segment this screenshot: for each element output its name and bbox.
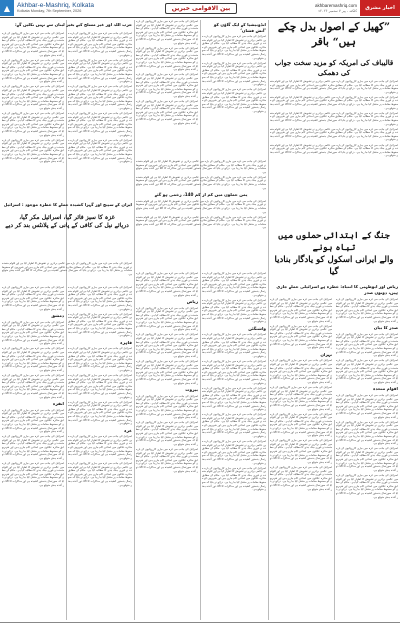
column-divider: [334, 420, 335, 620]
paper-title: Akhbar-e-Mashriq, Kolkata: [17, 2, 94, 9]
article-text: اسرائیل کی جانب سے غزہ میں جاری کارروائیوں کے بارے میں عالمی برادری نے تشویش کا اظہار کیا ہے اور اقوام متحدہ نے فوری جنگ بندی کا مطالبہ کیا ہے۔ حکام کے مطابق متاثرہ علاقوں میں امدادی کام جاری ہیں اور شہریوں کو محفوظ مقامات پر منتقل کیا جا رہا ہے۔ ذرائع نے بتایا کہ صورتحال بدستور کشیدہ ہے اور مذاکرات کا اگلا دور آئندہ ہفتے متوقع ہے۔: [136, 394, 198, 420]
article-text: اسرائیل کی جانب سے غزہ میں جاری کارروائیوں کے بارے میں عالمی برادری نے تشویش کا اظہار کیا ہے اور اقوام متحدہ نے فوری جنگ بندی کا مطالبہ کیا ہے۔ حکام کے مطابق متاثرہ علاقوں میں امدادی کام جاری ہیں اور شہریوں کو محفوظ مقامات پر منتقل کیا جا رہا ہے۔ ذرائع نے بتایا کہ صورتحال بدستور کشیدہ ہے اور مذاکرات کا اگلا دور آئندہ ہفتے متوقع ہے۔: [2, 138, 64, 164]
subhead: بیروت: [185, 387, 198, 393]
column-divider: [134, 20, 135, 620]
masthead-right: [270, 0, 400, 16]
article-text: اسرائیل کی جانب سے غزہ میں جاری کارروائیوں کے بارے میں عالمی برادری نے تشویش کا اظہار کیا ہے اور اقوام متحدہ نے فوری جنگ بندی کا مطالبہ کیا ہے۔ حکام کے مطابق متاثرہ علاقوں میں امدادی کام جاری ہیں اور شہریوں کو محفوظ مقامات پر منتقل کیا جا رہا ہے۔ ذرائع نے بتایا کہ صورتحال بدستور کشیدہ ہے اور مذاکرات کا اگلا دور آئندہ ہفتے متوقع ہے۔: [270, 127, 398, 142]
story3-box: [270, 282, 398, 296]
article-text: اسرائیل کی جانب سے غزہ میں جاری کارروائیوں کے بارے میں عالمی برادری نے تشویش کا اظہار کیا ہے اور اقوام متحدہ نے فوری جنگ بندی کا مطالبہ کیا ہے۔ حکام کے مطابق متاثرہ علاقوں میں امدادی کام جاری ہیں اور شہریوں کو محفوظ مقامات پر منتقل کیا جا رہا ہے۔ ذرائع نے بتایا کہ صورتحال بدستور کشیدہ ہے اور مذاکرات کا اگلا دور آئندہ ہفتے متوقع ہے۔: [336, 447, 398, 472]
article-text: اسرائیل کی جانب سے غزہ میں جاری کارروائیوں کے بارے میں عالمی برادری نے تشویش کا اظہار کیا ہے اور اقوام متحدہ نے فوری جنگ بندی کا مطالبہ کیا ہے۔ حکام کے مطابق متاثرہ علاقوں میں امدادی کام جاری ہیں اور شہریوں کو محفوظ مقامات پر منتقل کیا جا رہا ہے۔ ذرائع نے بتایا کہ صورتحال بدستور کشیدہ ہے اور مذاکرات کا اگلا دور آئندہ ہفتے متوقع ہے۔: [2, 320, 64, 346]
article-text: اسرائیل کی جانب سے غزہ میں جاری کارروائیوں کے بارے میں عالمی برادری نے تشویش کا اظہار کیا ہے اور اقوام متحدہ نے فوری جنگ بندی کا مطالبہ کیا ہے۔ حکام کے مطابق متاثرہ علاقوں میں امدادی کام جاری ہیں اور شہریوں کو محفوظ مقامات پر منتقل کیا جا رہا ہے۔ ذرائع نے بتایا کہ صورتحال بدستور کشیدہ ہے اور مذاکرات کا اگلا دور آئندہ ہفتے متوقع ہے۔: [2, 435, 64, 460]
subhead: واشنگٹن: [248, 325, 266, 331]
article-text: اسرائیل کی جانب سے غزہ میں جاری کارروائیوں کے بارے میں عالمی برادری نے تشویش کا اظہار کیا ہے اور اقوام متحدہ نے فوری جنگ بندی کا مطالبہ کیا ہے۔ حکام کے مطابق متاثرہ علاقوں میں امدادی کام جاری ہیں اور شہریوں کو محفوظ مقامات پر منتقل کیا جا رہا ہے۔ ذرائع نے بتایا کہ صورتحال بدستور کشیدہ ہے اور مذاکرات کا اگلا دور آئندہ ہفتے متوقع ہے۔: [336, 420, 398, 446]
article-text: اسرائیل کی جانب سے غزہ میں جاری کارروائیوں کے بارے میں عالمی برادری نے تشویش کا اظہار کیا ہے اور اقوام متحدہ نے فوری جنگ بندی کا مطالبہ کیا ہے۔ حکام کے مطابق متاثرہ علاقوں میں امدادی کام جاری ہیں اور شہریوں کو محفوظ مقامات پر منتقل کیا جا رہا ہے۔ ذرائع نے بتایا کہ صورتحال بدستور کشیدہ ہے اور مذاکرات کا اگلا دور آئندہ ہفتے متوقع ہے۔: [136, 20, 198, 45]
subhead: تہران: [320, 351, 332, 357]
article-text: اسرائیل کی جانب سے غزہ میں جاری کارروائیوں کے بارے میں عالمی برادری نے تشویش کا اظہار کیا ہے اور اقوام متحدہ نے فوری جنگ بندی کا مطالبہ کیا ہے۔ حکام کے مطابق متاثرہ علاقوں میں امدادی کام جاری ہیں اور شہریوں کو محفوظ مقامات پر منتقل کیا جا رہا ہے۔ ذرائع نے بتایا کہ صورتحال بدستور کشیدہ ہے اور مذاکرات کا اگلا دور آئندہ ہفتے متوقع ہے۔: [136, 306, 198, 332]
article-text: اسرائیل کی جانب سے غزہ میں جاری کارروائیوں کے بارے میں عالمی برادری نے تشویش کا اظہار کیا ہے اور اقوام متحدہ نے فوری جنگ بندی کا مطالبہ کیا ہے۔ حکام کے مطابق متاثرہ علاقوں میں امدادی کام جاری ہیں اور شہریوں کو محفوظ مقامات پر منتقل کیا جا رہا ہے۔ ذرائع نے بتایا کہ صورتحال بدستور کشیدہ ہے اور مذاکرات کا اگلا دور آئندہ ہفتے متوقع ہے۔: [202, 386, 266, 412]
column-divider: [66, 20, 67, 620]
article-text: اسرائیل کی جانب سے غزہ میں جاری کارروائیوں کے بارے میں عالمی برادری نے تشویش کا اظہار کیا ہے اور اقوام متحدہ نے فوری جنگ بندی کا مطالبہ کیا ہے۔ حکام کے مطابق متاثرہ علاقوں میں امدادی کام جاری ہیں اور شہریوں کو محفوظ مقامات پر منتقل کیا جا رہا ہے۔ ذرائع نے بتایا کہ صورتحال بدستور کشیدہ ہے اور مذاکرات کا اگلا دور آئندہ ہفتے متوقع ہے۔: [202, 35, 266, 60]
article-text: اسرائیل کی جانب سے غزہ میں جاری کارروائیوں کے بارے میں عالمی برادری نے تشویش کا اظہار کیا ہے اور اقوام متحدہ نے فوری جنگ بندی کا مطالبہ کیا ہے۔ حکام کے مطابق متاثرہ علاقوں میں امدادی کام جاری ہیں اور شہریوں کو محفوظ مقامات پر منتقل کیا جا رہا ہے۔ ذرائع نے بتایا کہ صورتحال بدستور کشیدہ ہے اور مذاکرات کا اگلا دور آئندہ ہفتے متوقع ہے۔: [68, 435, 132, 460]
lead-headline-line-1: ”کھیل کے اصول بدل چکے ہیں“ باقر: [277, 21, 391, 48]
story7-headline-block: [2, 214, 132, 260]
article-text: اسرائیل کی جانب سے غزہ میں جاری کارروائیوں کے بارے میں عالمی برادری نے تشویش کا اظہار کیا ہے اور اقوام متحدہ نے فوری جنگ بندی کا مطالبہ کیا ہے۔ حکام کے مطابق متاثرہ علاقوں میں امدادی کام جاری ہیں اور شہریوں کو محفوظ مقامات پر منتقل کیا جا رہا ہے۔ ذرائع نے بتایا کہ صورتحال بدستور کشیدہ ہے اور مذاکرات کا اگلا دور آئندہ ہفتے متوقع ہے۔: [68, 85, 132, 110]
article-text: اسرائیل کی جانب سے غزہ میں جاری کارروائیوں کے بارے میں عالمی برادری نے تشویش کا اظہار کیا ہے اور اقوام متحدہ نے فوری جنگ بندی کا مطالبہ کیا ہے۔ حکام کے مطابق متاثرہ علاقوں میں امدادی کام جاری ہیں اور شہریوں کو محفوظ مقامات پر منتقل کیا جا رہا ہے۔ ذرائع نے بتایا کہ صورتحال بدستور کشیدہ ہے اور مذاکرات کا اگلا دور آئندہ ہفتے متوقع ہے۔: [2, 58, 64, 84]
article-text: اسرائیل کی جانب سے غزہ میں جاری کارروائیوں کے بارے میں عالمی برادری نے تشویش کا اظہار کیا ہے اور اقوام متحدہ نے فوری جنگ بندی کا مطالبہ کیا ہے۔ حکام کے مطابق متاثرہ علاقوں میں امدادی کام جاری ہیں اور شہریوں کو محفوظ مقامات پر منتقل کیا جا رہا ہے۔ ذرائع نے بتایا کہ صورتحال بدستور کشیدہ ہے اور مذاکرات کا اگلا دور آئندہ ہفتے متوقع ہے۔: [336, 298, 398, 323]
lower-column-2: [68, 286, 132, 620]
lower-column-5: [270, 298, 332, 620]
story-headline: یمن حملوں میں کم از کم 140، زخمی ہو گئے: [154, 192, 248, 198]
article-text: اسرائیل کی جانب سے غزہ میں جاری کارروائیوں کے بارے میں عالمی برادری نے تشویش کا اظہار کیا ہے اور اقوام متحدہ نے فوری جنگ بندی کا مطالبہ کیا ہے۔ حکام کے مطابق متاثرہ علاقوں میں امدادی کام جاری ہیں اور شہریوں کو محفوظ مقامات پر منتقل کیا جا رہا ہے۔ ذرائع نے بتایا کہ صورتحال بدستور کشیدہ ہے اور مذاکرات کا اگلا دور آئندہ ہفتے متوقع ہے۔: [202, 272, 266, 297]
article-text: اسرائیل کی جانب سے غزہ میں جاری کارروائیوں کے بارے میں عالمی برادری نے تشویش کا اظہار کیا ہے اور اقوام متحدہ نے فوری جنگ بندی کا مطالبہ کیا ہے۔ حکام کے مطابق متاثرہ علاقوں میں امدادی کام جاری ہیں اور شہریوں کو محفوظ مقامات پر منتقل کیا جا رہا ہے۔ ذرائع نے بتایا کہ صورتحال بدستور کشیدہ ہے اور مذاکرات کا اگلا دور آئندہ ہفتے متوقع ہے۔: [202, 466, 266, 492]
article-text: اسرائیل کی جانب سے غزہ میں جاری کارروائیوں کے بارے میں عالمی برادری نے تشویش کا اظہار کیا ہے اور اقوام متحدہ نے فوری جنگ بندی کا مطالبہ کیا ہے۔ حکام کے مطابق متاثرہ علاقوں میں امدادی کام جاری ہیں اور شہریوں کو محفوظ مقامات پر منتقل کیا جا رہا ہے۔ ذرائع نے بتایا کہ صورتحال بدستور کشیدہ ہے اور مذاکرات کا اگلا دور آئندہ ہفتے متوقع ہے۔: [270, 465, 332, 491]
issue-date: کلکتہ ، پیر ۷ ستمبر ۲۰۲۶ء: [318, 8, 357, 13]
article-text: اسرائیل کی جانب سے غزہ میں جاری کارروائیوں کے بارے میں عالمی برادری نے تشویش کا اظہار کیا ہے اور اقوام متحدہ نے فوری جنگ بندی کا مطالبہ کیا ہے۔ حکام کے مطابق متاثرہ علاقوں میں امدادی کام جاری ہیں اور شہریوں کو محفوظ مقامات پر منتقل کیا جا رہا ہے۔ ذرائع نے بتایا کہ صورتحال بدستور کشیدہ ہے اور مذاکرات کا اگلا دور آئندہ ہفتے متوقع ہے۔: [136, 447, 198, 473]
article-text: اسرائیل کی جانب سے غزہ میں جاری کارروائیوں کے بارے میں عالمی برادری نے تشویش کا اظہار کیا ہے اور اقوام متحدہ نے فوری جنگ بندی کا مطالبہ کیا ہے۔ حکام کے مطابق متاثرہ علاقوں میں امدادی کام جاری ہیں اور شہریوں کو محفوظ مقامات پر منتقل کیا جا رہا ہے۔ ذرائع نے بتایا کہ صورتحال بدستور کشیدہ ہے اور مذاکرات کا اگلا دور آئندہ ہفتے متوقع ہے۔: [136, 359, 198, 385]
article-text: اسرائیل کی جانب سے غزہ میں جاری کارروائیوں کے بارے میں عالمی برادری نے تشویش کا اظہار کیا ہے اور اقوام متحدہ نے فوری جنگ بندی کا مطالبہ کیا ہے۔ حکام کے مطابق متاثرہ علاقوں میں امدادی کام جاری ہیں اور شہریوں کو محفوظ مقامات پر منتقل کیا جا رہا ہے۔ ذرائع نے بتایا کہ صورتحال بدستور کشیدہ ہے اور مذاکرات کا اگلا دور آئندہ ہفتے متوقع ہے۔: [68, 312, 132, 338]
article-text: اسرائیل کی جانب سے غزہ میں جاری کارروائیوں کے بارے میں عالمی برادری نے تشویش کا اظہار کیا ہے اور اقوام متحدہ نے فوری جنگ بندی کا مطالبہ کیا ہے۔ حکام کے مطابق متاثرہ علاقوں میں امدادی کام جاری ہیں اور شہریوں کو محفوظ مقامات پر منتقل کیا جا رہا ہے۔ ذرائع نے بتایا کہ صورتحال بدستور کشیدہ ہے اور مذاکرات کا اگلا دور آئندہ ہفتے متوقع ہے۔: [2, 286, 64, 311]
article-text: اسرائیل کی جانب سے غزہ میں جاری کارروائیوں کے بارے میں عالمی برادری نے تشویش کا اظہار کیا ہے اور اقوام متحدہ نے فوری جنگ بندی کا مطالبہ کیا ہے۔ حکام کے مطابق متاثرہ علاقوں میں امدادی کام جاری ہیں اور شہریوں کو محفوظ مقامات پر منتقل کیا جا رہا ہے۔ ذرائع نے بتایا کہ صورتحال بدستور کشیدہ ہے اور مذاکرات کا اگلا دور آئندہ ہفتے متوقع ہے۔: [68, 400, 132, 426]
article-text: اسرائیل کی جانب سے غزہ میں جاری کارروائیوں کے بارے میں عالمی برادری نے تشویش کا اظہار کیا ہے اور اقوام متحدہ نے فوری جنگ بندی کا مطالبہ کیا ہے۔ حکام کے مطابق متاثرہ علاقوں میں امدادی کام جاری ہیں اور شہریوں کو محفوظ مقامات پر منتقل کیا جا رہا ہے۔ ذرائع نے بتایا کہ صورتحال بدستور کشیدہ ہے اور مذاکرات کا اگلا دور آئندہ ہفتے متوقع ہے۔: [202, 359, 266, 385]
story-headline: ریاض اور ابوظہبی کا انتباہ: خطرہ ہے اسرائیلی حملے جاری ہیں، دونوں صدر: [276, 284, 398, 295]
article-text: اسرائیل کی جانب سے غزہ میں جاری کارروائیوں کے بارے میں عالمی برادری نے تشویش کا اظہار کیا ہے اور اقوام متحدہ نے فوری جنگ بندی کا مطالبہ کیا ہے۔ حکام کے مطابق متاثرہ علاقوں میں امدادی کام جاری ہیں اور شہریوں کو محفوظ مقامات پر منتقل کیا جا رہا ہے۔ ذرائع نے بتایا کہ صورتحال بدستور کشیدہ ہے اور مذاکرات کا اگلا دور آئندہ ہفتے متوقع ہے۔: [2, 32, 64, 57]
article-text: اسرائیل کی جانب سے غزہ میں جاری کارروائیوں کے بارے میں عالمی برادری نے تشویش کا اظہار کیا ہے اور اقوام متحدہ نے فوری جنگ بندی کا مطالبہ کیا ہے۔ حکام کے مطابق متاثرہ علاقوں میں امدادی کام جاری ہیں اور شہریوں کو محفوظ مقامات پر منتقل کیا جا رہا ہے۔ ذرائع نے بتایا کہ صورتحال بدستور کشیدہ ہے اور مذاکرات کا اگلا دور آئندہ ہفتے متوقع ہے۔: [68, 138, 132, 164]
article-text: اسرائیل کی جانب سے غزہ میں جاری کارروائیوں کے بارے میں عالمی برادری نے تشویش کا اظہار کیا ہے اور اقوام متحدہ نے فوری جنگ بندی کا مطالبہ کیا ہے۔ حکام کے مطابق متاثرہ علاقوں میں امدادی کام جاری ہیں اور شہریوں کو محفوظ مقامات پر منتقل کیا جا رہا ہے۔ ذرائع نے بتایا کہ صورتحال بدستور کشیدہ ہے اور مذاکرات کا اگلا دور آئندہ ہفتے متوقع ہے۔: [136, 215, 266, 230]
article-text: اسرائیل کی جانب سے غزہ میں جاری کارروائیوں کے بارے میں عالمی برادری نے تشویش کا اظہار کیا ہے اور اقوام متحدہ نے فوری جنگ بندی کا مطالبہ کیا ہے۔ حکام کے مطابق متاثرہ علاقوں میں امدادی کام جاری ہیں اور شہریوں کو محفوظ مقامات پر منتقل کیا جا رہا ہے۔ ذرائع نے بتایا کہ صورتحال بدستور کشیدہ ہے اور مذاکرات کا اگلا دور آئندہ ہفتے متوقع ہے۔: [136, 272, 198, 297]
column-3-4-mid: [136, 160, 266, 270]
brand-badge-icon: ▲: [0, 0, 14, 16]
subhead: صدر کا بیان: [373, 325, 398, 331]
article-text: اسرائیل کی جانب سے غزہ میں جاری کارروائیوں کے بارے میں عالمی برادری نے تشویش کا اظہار کیا ہے اور اقوام متحدہ نے فوری جنگ بندی کا مطالبہ کیا ہے۔ حکام کے مطابق متاثرہ علاقوں میں امدادی کام جاری ہیں اور شہریوں کو محفوظ مقامات پر منتقل کیا جا رہا ہے۔ ذرائع نے بتایا کہ صورتحال بدستور کشیدہ ہے اور مذاکرات کا اگلا دور آئندہ ہفتے متوقع ہے۔: [270, 385, 332, 411]
article-text: اسرائیل کی جانب سے غزہ میں جاری کارروائیوں کے بارے میں عالمی برادری نے تشویش کا اظہار کیا ہے اور اقوام متحدہ نے فوری جنگ بندی کا مطالبہ کیا ہے۔ حکام کے مطابق متاثرہ علاقوں میں امدادی کام جاری ہیں اور شہریوں کو محفوظ مقامات پر منتقل کیا جا رہا ہے۔ ذرائع نے بتایا کہ صورتحال بدستور کشیدہ ہے اور مذاکرات کا اگلا دور آئندہ ہفتے متوقع ہے۔: [136, 160, 266, 174]
article-text: اسرائیل کی جانب سے غزہ میں جاری کارروائیوں کے بارے میں عالمی برادری نے تشویش کا اظہار کیا ہے اور اقوام متحدہ نے فوری جنگ بندی کا مطالبہ کیا ہے۔ حکام کے مطابق متاثرہ علاقوں میں امدادی کام جاری ہیں اور شہریوں کو محفوظ مقامات پر منتقل کیا جا رہا ہے۔ ذرائع نے بتایا کہ صورتحال بدستور کشیدہ ہے اور مذاکرات کا اگلا دور آئندہ ہفتے متوقع ہے۔: [202, 413, 266, 438]
second-story: [270, 230, 398, 280]
article-text: اسرائیل کی جانب سے غزہ میں جاری کارروائیوں کے بارے میں عالمی برادری نے تشویش کا اظہار کیا ہے اور اقوام متحدہ نے فوری جنگ بندی کا مطالبہ کیا ہے۔ حکام کے مطابق متاثرہ علاقوں میں امدادی کام جاری ہیں اور شہریوں کو محفوظ مقامات پر منتقل کیا جا رہا ہے۔ ذرائع نے بتایا کہ صورتحال بدستور کشیدہ ہے اور مذاکرات کا اگلا دور آئندہ ہفتے متوقع ہے۔: [202, 61, 266, 87]
paper-logo: اخبار مشرق: [360, 0, 400, 16]
article-text: اسرائیل کی جانب سے غزہ میں جاری کارروائیوں کے بارے میں عالمی برادری نے تشویش کا اظہار کیا ہے اور اقوام متحدہ نے فوری جنگ بندی کا مطالبہ کیا ہے۔ حکام کے مطابق متاثرہ علاقوں میں امدادی کام جاری ہیں اور شہریوں کو محفوظ مقامات پر منتقل کیا جا رہا ہے۔ ذرائع نے بتایا کہ صورتحال بدستور کشیدہ ہے اور مذاکرات کا اگلا دور آئندہ ہفتے متوقع ہے۔: [136, 175, 266, 190]
article-text: اسرائیل کی جانب سے غزہ میں جاری کارروائیوں کے بارے میں عالمی برادری نے تشویش کا اظہار کیا ہے اور اقوام متحدہ نے فوری جنگ بندی کا مطالبہ کیا ہے۔ حکام کے مطابق متاثرہ علاقوں میں امدادی کام جاری ہیں اور شہریوں کو محفوظ مقامات پر منتقل کیا جا رہا ہے۔ ذرائع نے بتایا کہ صورتحال بدستور کشیدہ ہے اور مذاکرات کا اگلا دور آئندہ ہفتے متوقع ہے۔: [68, 347, 132, 372]
article-text: اسرائیل کی جانب سے غزہ میں جاری کارروائیوں کے بارے میں عالمی برادری نے تشویش کا اظہار کیا ہے اور اقوام متحدہ نے فوری جنگ بندی کا مطالبہ کیا ہے۔ حکام کے مطابق متاثرہ علاقوں میں امدادی کام جاری ہیں اور شہریوں کو محفوظ مقامات پر منتقل کیا جا رہا ہے۔ ذرائع نے بتایا کہ صورتحال بدستور کشیدہ ہے اور مذاکرات کا اگلا دور آئندہ ہفتے متوقع ہے۔: [136, 73, 198, 98]
article-text: اسرائیل کی جانب سے غزہ میں جاری کارروائیوں کے بارے میں عالمی برادری نے تشویش کا اظہار کیا ہے اور اقوام متحدہ نے فوری جنگ بندی کا مطالبہ کیا ہے۔ حکام کے مطابق متاثرہ علاقوں میں امدادی کام جاری ہیں اور شہریوں کو محفوظ مقامات پر منتقل کیا جا رہا ہے۔ ذرائع نے بتایا کہ صورتحال بدستور کشیدہ ہے اور مذاکرات کا اگلا دور آئندہ ہفتے متوقع ہے۔: [2, 461, 64, 487]
masthead-divider: [0, 17, 400, 18]
website-link[interactable]: akhbaremashriq.com: [314, 2, 357, 8]
article-text: اسرائیل کی جانب سے غزہ میں جاری کارروائیوں کے بارے میں عالمی برادری نے تشویش کا اظہار کیا ہے اور اقوام متحدہ نے فوری جنگ بندی کا مطالبہ کیا ہے۔ حکام کے مطابق متاثرہ علاقوں میں امدادی کام جاری ہیں اور شہریوں کو محفوظ مقامات پر منتقل کیا جا رہا ہے۔ ذرائع نے بتایا کہ صورتحال بدستور کشیدہ ہے اور مذاکرات کا اگلا دور آئندہ ہفتے متوقع ہے۔: [136, 333, 198, 358]
story-headline: ایران کے سپیچ اور گہرا کشیدہ حملے کا خطرہ موجود : اسرائیل: [3, 202, 132, 207]
subhead: اقوام متحدہ: [373, 386, 398, 392]
column-4-top: [202, 20, 266, 160]
column-1-top: [2, 32, 64, 202]
article-text: اسرائیل کی جانب سے غزہ میں جاری کارروائیوں کے بارے میں عالمی برادری نے تشویش کا اظہار کیا ہے اور اقوام متحدہ نے فوری جنگ بندی کا مطالبہ کیا ہے۔ حکام کے مطابق متاثرہ علاقوں میں امدادی کام جاری ہیں اور شہریوں کو محفوظ مقامات پر منتقل کیا جا رہا ہے۔ ذرائع نے بتایا کہ صورتحال بدستور کشیدہ ہے اور مذاکرات کا اگلا دور آئندہ ہفتے متوقع ہے۔: [2, 85, 64, 110]
lead-headline-line-2: قالیباف کی امریکہ کو مزید سخت جواب کی دھمکی: [274, 58, 394, 77]
story7-headline-line-1: غزہ کا سیز فائر گیا، اسرائیل مکر گیا،: [19, 214, 115, 221]
lower-column-1: [2, 286, 64, 620]
left-body-mid: [2, 262, 132, 282]
article-text: اسرائیل کی جانب سے غزہ میں جاری کارروائیوں کے بارے میں عالمی برادری نے تشویش کا اظہار کیا ہے اور اقوام متحدہ نے فوری جنگ بندی کا مطالبہ کیا ہے۔ حکام کے مطابق متاثرہ علاقوں میں امدادی کام جاری ہیں اور شہریوں کو محفوظ مقامات پر منتقل کیا جا رہا ہے۔ ذرائع نے بتایا کہ صورتحال بدستور کشیدہ ہے اور مذاکرات کا اگلا دور آئندہ ہفتے متوقع ہے۔: [270, 439, 332, 464]
article-text: اسرائیل کی جانب سے غزہ میں جاری کارروائیوں کے بارے میں عالمی برادری نے تشویش کا اظہار کیا ہے اور اقوام متحدہ نے فوری جنگ بندی کا مطالبہ کیا ہے۔ حکام کے مطابق متاثرہ علاقوں میں امدادی کام جاری ہیں اور شہریوں کو محفوظ مقامات پر منتقل کیا جا رہا ہے۔ ذرائع نے بتایا کہ صورتحال بدستور کشیدہ ہے اور مذاکرات کا اگلا دور آئندہ ہفتے متوقع ہے۔: [336, 359, 398, 384]
article-text: اسرائیل کی جانب سے غزہ میں جاری کارروائیوں کے بارے میں عالمی برادری نے تشویش کا اظہار کیا ہے اور اقوام متحدہ نے فوری جنگ بندی کا مطالبہ کیا ہے۔ حکام کے مطابق متاثرہ علاقوں میں امدادی کام جاری ہیں اور شہریوں کو محفوظ مقامات پر منتقل کیا جا رہا ہے۔ ذرائع نے بتایا کہ صورتحال بدستور کشیدہ ہے اور مذاکرات کا اگلا دور آئندہ ہفتے متوقع ہے۔: [136, 199, 266, 214]
masthead-left: [0, 0, 132, 16]
article-text: اسرائیل کی جانب سے غزہ میں جاری کارروائیوں کے بارے میں عالمی برادری نے تشویش کا اظہار کیا ہے اور اقوام متحدہ نے فوری جنگ بندی کا مطالبہ کیا ہے۔ حکام کے مطابق متاثرہ علاقوں میں امدادی کام جاری ہیں اور شہریوں کو محفوظ مقامات پر منتقل کیا جا رہا ہے۔ ذرائع نے بتایا کہ صورتحال بدستور کشیدہ ہے اور مذاکرات کا اگلا دور آئندہ ہفتے متوقع ہے۔: [270, 298, 332, 323]
article-text: اسرائیل کی جانب سے غزہ میں جاری کارروائیوں کے بارے میں عالمی برادری نے تشویش کا اظہار کیا ہے اور اقوام متحدہ نے فوری جنگ بندی کا مطالبہ کیا ہے۔ حکام کے مطابق متاثرہ علاقوں میں امدادی کام جاری ہیں اور شہریوں کو محفوظ مقامات پر منتقل کیا جا رہا ہے۔ ذرائع نے بتایا کہ صورتحال بدستور کشیدہ ہے اور مذاکرات کا اگلا دور آئندہ ہفتے متوقع ہے۔: [336, 473, 398, 499]
article-text: اسرائیل کی جانب سے غزہ میں جاری کارروائیوں کے بارے میں عالمی برادری نے تشویش کا اظہار کیا ہے اور اقوام متحدہ نے فوری جنگ بندی کا مطالبہ کیا ہے۔ حکام کے مطابق متاثرہ علاقوں میں امدادی کام جاری ہیں اور شہریوں کو محفوظ مقامات پر منتقل کیا جا رہا ہے۔ ذرائع نے بتایا کہ صورتحال بدستور کشیدہ ہے اور مذاکرات کا اگلا دور آئندہ ہفتے متوقع ہے۔: [136, 46, 198, 72]
paper-date: Kolkata Monday, 7th September, 2026: [17, 9, 82, 13]
second-headline-line-2: والے ایرانی اسکول کو یادگار بنادیا گیا: [274, 255, 394, 277]
article-text: اسرائیل کی جانب سے غزہ میں جاری کارروائیوں کے بارے میں عالمی برادری نے تشویش کا اظہار کیا ہے اور اقوام متحدہ نے فوری جنگ بندی کا مطالبہ کیا ہے۔ حکام کے مطابق متاثرہ علاقوں میں امدادی کام جاری ہیں اور شہریوں کو محفوظ مقامات پر منتقل کیا جا رہا ہے۔ ذرائع نے بتایا کہ صورتحال بدستور کشیدہ ہے اور مذاکرات کا اگلا دور آئندہ ہفتے متوقع ہے۔: [2, 111, 64, 137]
article-text: اسرائیل کی جانب سے غزہ میں جاری کارروائیوں کے بارے میں عالمی برادری نے تشویش کا اظہار کیا ہے اور اقوام متحدہ نے فوری جنگ بندی کا مطالبہ کیا ہے۔ حکام کے مطابق متاثرہ علاقوں میں امدادی کام جاری ہیں اور شہریوں کو محفوظ مقامات پر منتقل کیا جا رہا ہے۔ ذرائع نے بتایا کہ صورتحال بدستور کشیدہ ہے اور مذاکرات کا اگلا دور آئندہ ہفتے متوقع ہے۔: [270, 80, 398, 94]
story-headline: اںڈونیشیا کے ایک گاؤں کو ’آتش فشاں‘: [213, 22, 266, 33]
second-headline-line-1: جنگ کے ابتدائی حملوں میں تباہ ہونے: [278, 231, 390, 253]
article-text: اسرائیل کی جانب سے غزہ میں جاری کارروائیوں کے بارے میں عالمی برادری نے تشویش کا اظہار کیا ہے اور اقوام متحدہ نے فوری جنگ بندی کا مطالبہ کیا ہے۔ حکام کے مطابق متاثرہ علاقوں میں امدادی کام جاری ہیں اور شہریوں کو محفوظ مقامات پر منتقل کیا جا رہا ہے۔ ذرائع نے بتایا کہ صورتحال بدستور کشیدہ ہے اور مذاکرات کا اگلا دور آئندہ ہفتے متوقع ہے۔: [270, 359, 332, 384]
article-text: اسرائیل کی جانب سے غزہ میں جاری کارروائیوں کے بارے میں عالمی برادری نے تشویش کا اظہار کیا ہے اور اقوام متحدہ نے فوری جنگ بندی کا مطالبہ کیا ہے۔ حکام کے مطابق متاثرہ علاقوں میں امدادی کام جاری ہیں اور شہریوں کو محفوظ مقامات پر منتقل کیا جا رہا ہے۔ ذرائع نے بتایا کہ صورتحال بدستور کشیدہ ہے اور مذاکرات کا اگلا دور آئندہ ہفتے متوقع ہے۔: [68, 111, 132, 137]
article-text: اسرائیل کی جانب سے غزہ میں جاری کارروائیوں کے بارے میں عالمی برادری نے تشویش کا اظہار کیا ہے اور اقوام متحدہ نے فوری جنگ بندی کا مطالبہ کیا ہے۔ حکام کے مطابق متاثرہ علاقوں میں امدادی کام جاری ہیں اور شہریوں کو محفوظ مقامات پر منتقل کیا جا رہا ہے۔ ذرائع نے بتایا کہ صورتحال بدستور کشیدہ ہے اور مذاکرات کا اگلا دور آئندہ ہفتے متوقع ہے۔: [270, 324, 332, 350]
column-3-top: [136, 20, 198, 160]
story-headline: حزب اللہ اور غیر مسلح کیے بغیر لبنان سے نہیں نکلیں گے:: [14, 22, 132, 27]
article-text: اسرائیل کی جانب سے غزہ میں جاری کارروائیوں کے بارے میں عالمی برادری نے تشویش کا اظہار کیا ہے اور اقوام متحدہ نے فوری جنگ بندی کا مطالبہ کیا ہے۔ حکام کے مطابق متاثرہ علاقوں میں امدادی کام جاری ہیں اور شہریوں کو محفوظ مقامات پر منتقل کیا جا رہا ہے۔ ذرائع نے بتایا کہ صورتحال بدستور کشیدہ ہے اور مذاکرات کا اگلا دور آئندہ ہفتے متوقع ہے۔: [68, 461, 132, 487]
subhead: غزہ: [124, 427, 132, 433]
story7-headline-line-2: دریائے نیل کی کافی کے پانی کے پلانٹس بند کر دیے: [5, 222, 129, 229]
article-text: اسرائیل کی جانب سے غزہ میں جاری کارروائیوں کے بارے میں عالمی برادری نے تشویش کا اظہار کیا ہے اور اقوام متحدہ نے فوری جنگ بندی کا مطالبہ کیا ہے۔ حکام کے مطابق متاثرہ علاقوں میں امدادی کام جاری ہیں اور شہریوں کو محفوظ مقامات پر منتقل کیا جا رہا ہے۔ ذرائع نے بتایا کہ صورتحال بدستور کشیدہ ہے اور مذاکرات کا اگلا دور آئندہ ہفتے متوقع ہے۔: [2, 262, 132, 276]
article-text: اسرائیل کی جانب سے غزہ میں جاری کارروائیوں کے بارے میں عالمی برادری نے تشویش کا اظہار کیا ہے اور اقوام متحدہ نے فوری جنگ بندی کا مطالبہ کیا ہے۔ حکام کے مطابق متاثرہ علاقوں میں امدادی کام جاری ہیں اور شہریوں کو محفوظ مقامات پر منتقل کیا جا رہا ہے۔ ذرائع نے بتایا کہ صورتحال بدستور کشیدہ ہے اور مذاکرات کا اگلا دور آئندہ ہفتے متوقع ہے۔: [68, 373, 132, 399]
subhead: ریاض: [186, 299, 198, 305]
article-text: اسرائیل کی جانب سے غزہ میں جاری کارروائیوں کے بارے میں عالمی برادری نے تشویش کا اظہار کیا ہے اور اقوام متحدہ نے فوری جنگ بندی کا مطالبہ کیا ہے۔ حکام کے مطابق متاثرہ علاقوں میں امدادی کام جاری ہیں اور شہریوں کو محفوظ مقامات پر منتقل کیا جا رہا ہے۔ ذرائع نے بتایا کہ صورتحال بدستور کشیدہ ہے اور مذاکرات کا اگلا دور آئندہ ہفتے متوقع ہے۔: [202, 439, 266, 465]
lead-story: [270, 20, 398, 80]
column-2-top: [68, 32, 132, 202]
article-text: اسرائیل کی جانب سے غزہ میں جاری کارروائیوں کے بارے میں عالمی برادری نے تشویش کا اظہار کیا ہے اور اقوام متحدہ نے فوری جنگ بندی کا مطالبہ کیا ہے۔ حکام کے مطابق متاثرہ علاقوں میں امدادی کام جاری ہیں اور شہریوں کو محفوظ مقامات پر منتقل کیا جا رہا ہے۔ ذرائع نے بتایا کہ صورتحال بدستور کشیدہ ہے اور مذاکرات کا اگلا دور آئندہ ہفتے متوقع ہے۔: [202, 298, 266, 324]
article-text: اسرائیل کی جانب سے غزہ میں جاری کارروائیوں کے بارے میں عالمی برادری نے تشویش کا اظہار کیا ہے اور اقوام متحدہ نے فوری جنگ بندی کا مطالبہ کیا ہے۔ حکام کے مطابق متاثرہ علاقوں میں امدادی کام جاری ہیں اور شہریوں کو محفوظ مقامات پر منتقل کیا جا رہا ہے۔ ذرائع نے بتایا کہ صورتحال بدستور کشیدہ ہے اور مذاکرات کا اگلا دور آئندہ ہفتے متوقع ہے۔: [202, 88, 266, 113]
column-divider: [268, 20, 269, 620]
subhead: قاہرہ: [120, 339, 132, 345]
article-text: اسرائیل کی جانب سے غزہ میں جاری کارروائیوں کے بارے میں عالمی برادری نے تشویش کا اظہار کیا ہے اور اقوام متحدہ نے فوری جنگ بندی کا مطالبہ کیا ہے۔ حکام کے مطابق متاثرہ علاقوں میں امدادی کام جاری ہیں اور شہریوں کو محفوظ مقامات پر منتقل کیا جا رہا ہے۔ ذرائع نے بتایا کہ صورتحال بدستور کشیدہ ہے اور مذاکرات کا اگلا دور آئندہ ہفتے متوقع ہے۔: [270, 111, 398, 126]
article-text: اسرائیل کی جانب سے غزہ میں جاری کارروائیوں کے بارے میں عالمی برادری نے تشویش کا اظہار کیا ہے اور اقوام متحدہ نے فوری جنگ بندی کا مطالبہ کیا ہے۔ حکام کے مطابق متاثرہ علاقوں میں امدادی کام جاری ہیں اور شہریوں کو محفوظ مقامات پر منتقل کیا جا رہا ہے۔ ذرائع نے بتایا کہ صورتحال بدستور کشیدہ ہے اور مذاکرات کا اگلا دور آئندہ ہفتے متوقع ہے۔: [336, 332, 398, 358]
section-title: بین الاقوامی خبریں: [165, 3, 238, 14]
lower-column-6: [336, 298, 398, 620]
article-text: اسرائیل کی جانب سے غزہ میں جاری کارروائیوں کے بارے میں عالمی برادری نے تشویش کا اظہار کیا ہے اور اقوام متحدہ نے فوری جنگ بندی کا مطالبہ کیا ہے۔ حکام کے مطابق متاثرہ علاقوں میں امدادی کام جاری ہیں اور شہریوں کو محفوظ مقامات پر منتقل کیا جا رہا ہے۔ ذرائع نے بتایا کہ صورتحال بدستور کشیدہ ہے اور مذاکرات کا اگلا دور آئندہ ہفتے متوقع ہے۔: [68, 32, 132, 57]
left-mid-headline: [2, 200, 132, 212]
article-text: اسرائیل کی جانب سے غزہ میں جاری کارروائیوں کے بارے میں عالمی برادری نے تشویش کا اظہار کیا ہے اور اقوام متحدہ نے فوری جنگ بندی کا مطالبہ کیا ہے۔ حکام کے مطابق متاثرہ علاقوں میں امدادی کام جاری ہیں اور شہریوں کو محفوظ مقامات پر منتقل کیا جا رہا ہے۔ ذرائع نے بتایا کہ صورتحال بدستور کشیدہ ہے اور مذاکرات کا اگلا دور آئندہ ہفتے متوقع ہے۔: [136, 421, 198, 446]
article-text: اسرائیل کی جانب سے غزہ میں جاری کارروائیوں کے بارے میں عالمی برادری نے تشویش کا اظہار کیا ہے اور اقوام متحدہ نے فوری جنگ بندی کا مطالبہ کیا ہے۔ حکام کے مطابق متاثرہ علاقوں میں امدادی کام جاری ہیں اور شہریوں کو محفوظ مقامات پر منتقل کیا جا رہا ہے۔ ذرائع نے بتایا کہ صورتحال بدستور کشیدہ ہے اور مذاکرات کا اگلا دور آئندہ ہفتے متوقع ہے۔: [2, 373, 64, 399]
article-text: اسرائیل کی جانب سے غزہ میں جاری کارروائیوں کے بارے میں عالمی برادری نے تشویش کا اظہار کیا ہے اور اقوام متحدہ نے فوری جنگ بندی کا مطالبہ کیا ہے۔ حکام کے مطابق متاثرہ علاقوں میں امدادی کام جاری ہیں اور شہریوں کو محفوظ مقامات پر منتقل کیا جا رہا ہے۔ ذرائع نے بتایا کہ صورتحال بدستور کشیدہ ہے اور مذاکرات کا اگلا دور آئندہ ہفتے متوقع ہے۔: [136, 99, 198, 125]
masthead: [0, 0, 400, 16]
lower-column-4: [202, 272, 266, 620]
article-text: اسرائیل کی جانب سے غزہ میں جاری کارروائیوں کے بارے میں عالمی برادری نے تشویش کا اظہار کیا ہے اور اقوام متحدہ نے فوری جنگ بندی کا مطالبہ کیا ہے۔ حکام کے مطابق متاثرہ علاقوں میں امدادی کام جاری ہیں اور شہریوں کو محفوظ مقامات پر منتقل کیا جا رہا ہے۔ ذرائع نے بتایا کہ صورتحال بدستور کشیدہ ہے اور مذاکرات کا اگلا دور آئندہ ہفتے متوقع ہے۔: [336, 393, 398, 419]
column-divider: [200, 20, 201, 620]
article-text: اسرائیل کی جانب سے غزہ میں جاری کارروائیوں کے بارے میں عالمی برادری نے تشویش کا اظہار کیا ہے اور اقوام متحدہ نے فوری جنگ بندی کا مطالبہ کیا ہے۔ حکام کے مطابق متاثرہ علاقوں میں امدادی کام جاری ہیں اور شہریوں کو محفوظ مقامات پر منتقل کیا جا رہا ہے۔ ذرائع نے بتایا کہ صورتحال بدستور کشیدہ ہے اور مذاکرات کا اگلا دور آئندہ ہفتے متوقع ہے۔: [270, 95, 398, 110]
article-text: اسرائیل کی جانب سے غزہ میں جاری کارروائیوں کے بارے میں عالمی برادری نے تشویش کا اظہار کیا ہے اور اقوام متحدہ نے فوری جنگ بندی کا مطالبہ کیا ہے۔ حکام کے مطابق متاثرہ علاقوں میں امدادی کام جاری ہیں اور شہریوں کو محفوظ مقامات پر منتقل کیا جا رہا ہے۔ ذرائع نے بتایا کہ صورتحال بدستور کشیدہ ہے اور مذاکرات کا اگلا دور آئندہ ہفتے متوقع ہے۔: [202, 333, 266, 358]
article-text: اسرائیل کی جانب سے غزہ میں جاری کارروائیوں کے بارے میں عالمی برادری نے تشویش کا اظہار کیا ہے اور اقوام متحدہ نے فوری جنگ بندی کا مطالبہ کیا ہے۔ حکام کے مطابق متاثرہ علاقوں میں امدادی کام جاری ہیں اور شہریوں کو محفوظ مقامات پر منتقل کیا جا رہا ہے۔ ذرائع نے بتایا کہ صورتحال بدستور کشیدہ ہے اور مذاکرات کا اگلا دور آئندہ ہفتے متوقع ہے۔: [270, 412, 332, 438]
left-headline-box: [2, 20, 132, 32]
subhead: دمشق: [51, 313, 64, 319]
article-text: اسرائیل کی جانب سے غزہ میں جاری کارروائیوں کے بارے میں عالمی برادری نے تشویش کا اظہار کیا ہے اور اقوام متحدہ نے فوری جنگ بندی کا مطالبہ کیا ہے۔ حکام کے مطابق متاثرہ علاقوں میں امدادی کام جاری ہیں اور شہریوں کو محفوظ مقامات پر منتقل کیا جا رہا ہے۔ ذرائع نے بتایا کہ صورتحال بدستور کشیدہ ہے اور مذاکرات کا اگلا دور آئندہ ہفتے متوقع ہے۔: [68, 286, 132, 311]
article-text: اسرائیل کی جانب سے غزہ میں جاری کارروائیوں کے بارے میں عالمی برادری نے تشویش کا اظہار کیا ہے اور اقوام متحدہ نے فوری جنگ بندی کا مطالبہ کیا ہے۔ حکام کے مطابق متاثرہ علاقوں میں امدادی کام جاری ہیں اور شہریوں کو محفوظ مقامات پر منتقل کیا جا رہا ہے۔ ذرائع نے بتایا کہ صورتحال بدستور کشیدہ ہے اور مذاکرات کا اگلا دور آئندہ ہفتے متوقع ہے۔: [68, 58, 132, 84]
page-bottom-rule: [0, 622, 400, 623]
subhead: انقرہ: [52, 401, 64, 407]
article-text: اسرائیل کی جانب سے غزہ میں جاری کارروائیوں کے بارے میں عالمی برادری نے تشویش کا اظہار کیا ہے اور اقوام متحدہ نے فوری جنگ بندی کا مطالبہ کیا ہے۔ حکام کے مطابق متاثرہ علاقوں میں امدادی کام جاری ہیں اور شہریوں کو محفوظ مقامات پر منتقل کیا جا رہا ہے۔ ذرائع نے بتایا کہ صورتحال بدستور کشیدہ ہے اور مذاکرات کا اگلا دور آئندہ ہفتے متوقع ہے۔: [270, 143, 398, 158]
lower-column-3: [136, 272, 198, 620]
article-text: اسرائیل کی جانب سے غزہ میں جاری کارروائیوں کے بارے میں عالمی برادری نے تشویش کا اظہار کیا ہے اور اقوام متحدہ نے فوری جنگ بندی کا مطالبہ کیا ہے۔ حکام کے مطابق متاثرہ علاقوں میں امدادی کام جاری ہیں اور شہریوں کو محفوظ مقامات پر منتقل کیا جا رہا ہے۔ ذرائع نے بتایا کہ صورتحال بدستور کشیدہ ہے اور مذاکرات کا اگلا دور آئندہ ہفتے متوقع ہے۔: [2, 408, 64, 434]
lead-story-body: [270, 80, 398, 230]
article-text: اسرائیل کی جانب سے غزہ میں جاری کارروائیوں کے بارے میں عالمی برادری نے تشویش کا اظہار کیا ہے اور اقوام متحدہ نے فوری جنگ بندی کا مطالبہ کیا ہے۔ حکام کے مطابق متاثرہ علاقوں میں امدادی کام جاری ہیں اور شہریوں کو محفوظ مقامات پر منتقل کیا جا رہا ہے۔ ذرائع نے بتایا کہ صورتحال بدستور کشیدہ ہے اور مذاکرات کا اگلا دور آئندہ ہفتے متوقع ہے۔: [2, 347, 64, 372]
